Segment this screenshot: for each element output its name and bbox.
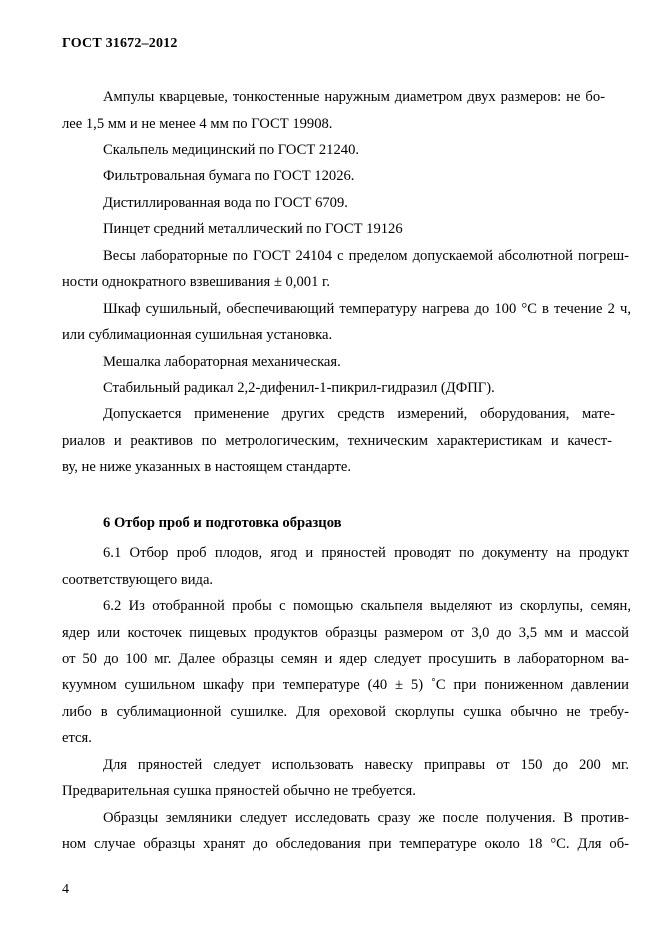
text-line: соответствующего вида. <box>62 572 214 588</box>
text-line: Пинцет средний металлический по ГОСТ 19126 <box>103 221 403 237</box>
text-line: Шкаф сушильный, обеспечивающий температуру нагрева до 100 °С в течение 2 ч, <box>103 301 631 317</box>
text-line: ется. <box>62 730 92 746</box>
text-line: 6.2 Из отобранной пробы с помощью скальпеля выделяют из скорлупы, семян, <box>103 598 631 614</box>
text-line: либо в сублимационной сушилке. Для ореховой скорлупы сушка обычно не требу- <box>62 704 629 720</box>
text-line: ности однократного взвешивания ± 0,001 г. <box>62 274 331 290</box>
text-line: Весы лабораторные по ГОСТ 24104 с пределом допускаемой абсолютной погреш- <box>103 248 629 264</box>
text-line: куумном сушильном шкафу при температуре (40 ± 5) ˚С при пониженном давлении <box>62 677 629 693</box>
text-line: или сублимационная сушильная установка. <box>62 327 333 343</box>
text-line: от 50 до 100 мг. Далее образцы семян и ядер следует просушить в лабораторном ва- <box>62 651 629 667</box>
text-line: Стабильный радикал 2,2-дифенил-1-пикрил-гидразил (ДФПГ). <box>103 380 495 396</box>
text-line: риалов и реактивов по метрологическим, техническим характеристикам и качест- <box>62 433 612 449</box>
text-line: Для пряностей следует использовать навеску приправы от 150 до 200 мг. <box>103 757 629 773</box>
text-line: Предварительная сушка пряностей обычно не требуется. <box>62 783 416 799</box>
text-line: Мешалка лабораторная механическая. <box>103 354 341 370</box>
document-header: ГОСТ 31672–2012 <box>62 36 178 51</box>
page-number: 4 <box>62 882 69 897</box>
text-line: 6.1 Отбор проб плодов, ягод и пряностей проводят по документу на продукт <box>103 545 629 561</box>
text-line: Допускается применение других средств измерений, оборудования, мате- <box>103 406 615 422</box>
text-line: Дистиллированная вода по ГОСТ 6709. <box>103 195 348 211</box>
text-line: ном случае образцы хранят до обследования при температуре около 18 °С. Для об- <box>62 836 629 852</box>
section-heading: 6 Отбор проб и подготовка образцов <box>103 515 342 531</box>
text-line: Скальпель медицинский по ГОСТ 21240. <box>103 142 360 158</box>
text-line: Ампулы кварцевые, тонкостенные наружным диаметром двух размеров: не бо- <box>103 89 605 105</box>
text-line: ву, не ниже указанных в настоящем стандарте. <box>62 459 352 475</box>
text-line: Образцы земляники следует исследовать сразу же после получения. В против- <box>103 810 629 826</box>
text-line: ядер или косточек пищевых продуктов образцы размером от 3,0 до 3,5 мм и массой <box>62 625 629 641</box>
text-line: лее 1,5 мм и не менее 4 мм по ГОСТ 19908. <box>62 116 333 132</box>
text-line: Фильтровальная бумага по ГОСТ 12026. <box>103 168 355 184</box>
